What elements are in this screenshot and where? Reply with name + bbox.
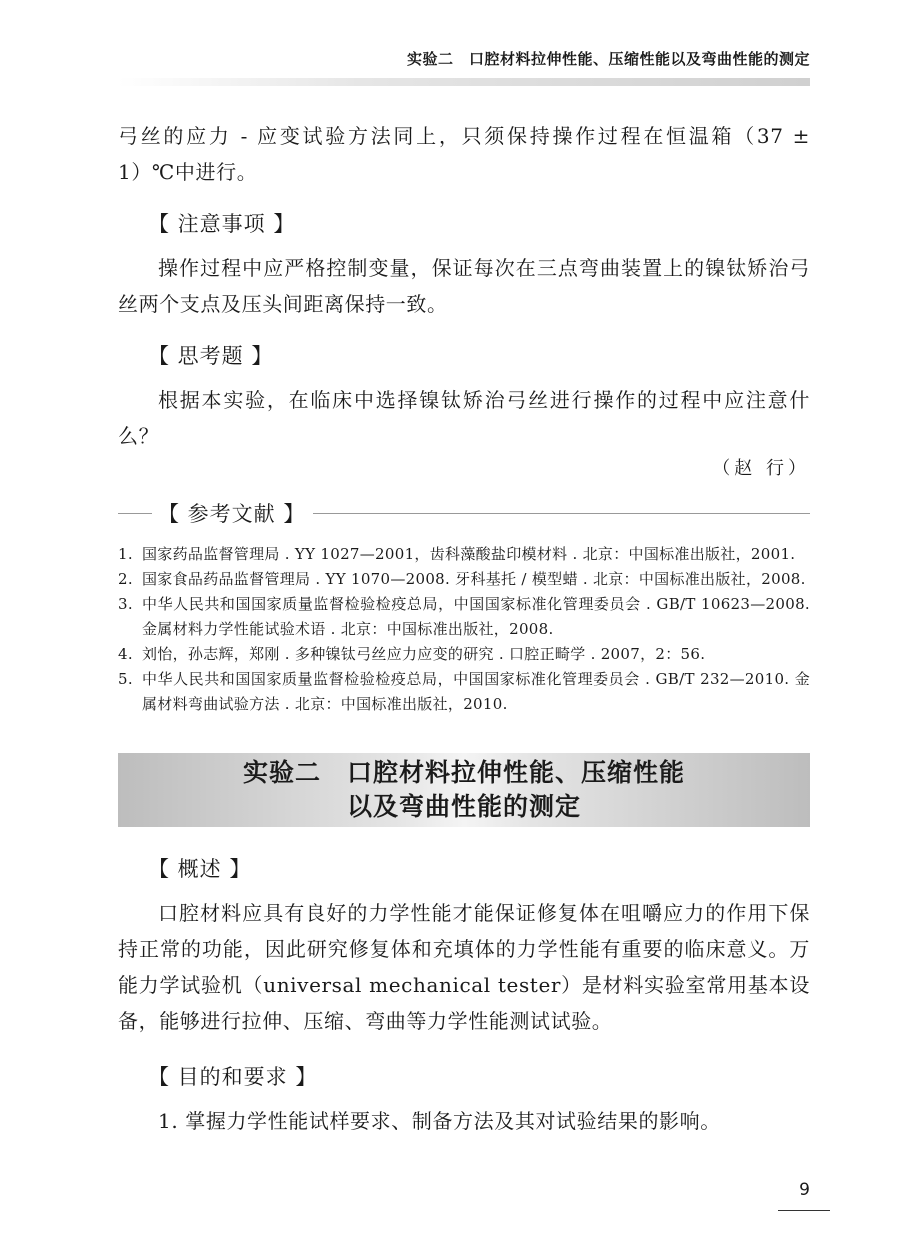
author-signature: （赵 行） bbox=[712, 458, 810, 479]
objectives-heading: 【 目的和要求 】 bbox=[148, 1065, 318, 1089]
header-gradient-bar bbox=[118, 78, 810, 86]
references-list bbox=[118, 542, 810, 717]
reference-item: 3. 中华人民共和国国家质量监督检验检疫总局，中国国家标准化管理委员会 . GB/T 10623—2008. 金属材料力学性能试验术语 . 北京：中国标准出版社，2008. bbox=[118, 595, 810, 638]
notes-heading: 【 注意事项 】 bbox=[148, 212, 296, 236]
reference-item: 5. 中华人民共和国国家质量监督检验检疫总局，中国国家标准化管理委员会 . GB/T 232—2010. 金属材料弯曲试验方法 . 北京：中国标准出版社，2010. bbox=[118, 670, 810, 713]
references-heading bbox=[118, 498, 810, 528]
objectives-item-1: 1. 掌握力学性能试样要求、制备方法及其对试验结果的影响。 bbox=[158, 1109, 721, 1133]
references-heading-text: 【 参考文献 】 bbox=[158, 502, 306, 526]
running-header: 实验二 口腔材料拉伸性能、压缩性能以及弯曲性能的测定 bbox=[406, 50, 810, 68]
overview-paragraph: 口腔材料应具有良好的力学性能才能保证修复体在咀嚼应力的作用下保持正常的功能，因此研究修复体和充填体的力学性能有重要的临床意义。万能力学试验机（universal mechanical tester）是材料实验室常用基本设备，能够进行拉伸、压缩、弯曲等力学性能测试试验。 bbox=[118, 901, 810, 1033]
reference-item: 4. 刘怡，孙志辉，郑刚 . 多种镍钛弓丝应力应变的研究 . 口腔正畸学 . 2007，2：56. bbox=[118, 645, 706, 663]
reference-item: 2. 国家食品药品监督管理局 . YY 1070—2008. 牙科基托 / 模型蜡 . 北京：中国标准出版社，2008. bbox=[118, 570, 806, 588]
overview-heading: 【 概述 】 bbox=[148, 857, 252, 881]
chapter-title-banner bbox=[118, 753, 810, 827]
intro-paragraph: 弓丝的应力 - 应变试验方法同上，只须保持操作过程在恒温箱（37 ± 1）℃中进行。 bbox=[118, 124, 810, 184]
notes-paragraph: 操作过程中应严格控制变量，保证每次在三点弯曲装置上的镍钛矫治弓丝两个支点及压头间距离保持一致。 bbox=[118, 256, 810, 316]
questions-paragraph: 根据本实验，在临床中选择镍钛矫治弓丝进行操作的过程中应注意什么？ bbox=[118, 388, 810, 448]
chapter-title-line1: 实验二 口腔材料拉伸性能、压缩性能 bbox=[242, 758, 686, 787]
references-rule-left bbox=[118, 513, 152, 514]
page-content bbox=[118, 118, 810, 1139]
page-number: 9 bbox=[799, 1180, 810, 1200]
page-number-rule bbox=[778, 1210, 830, 1211]
references-rule-right bbox=[313, 513, 810, 514]
reference-item: 1. 国家药品监督管理局 . YY 1027—2001，齿科藻酸盐印模材料 . 北京：中国标准出版社，2001. bbox=[118, 545, 796, 563]
chapter-title-line2: 以及弯曲性能的测定 bbox=[346, 792, 581, 821]
questions-heading: 【 思考题 】 bbox=[148, 344, 274, 368]
